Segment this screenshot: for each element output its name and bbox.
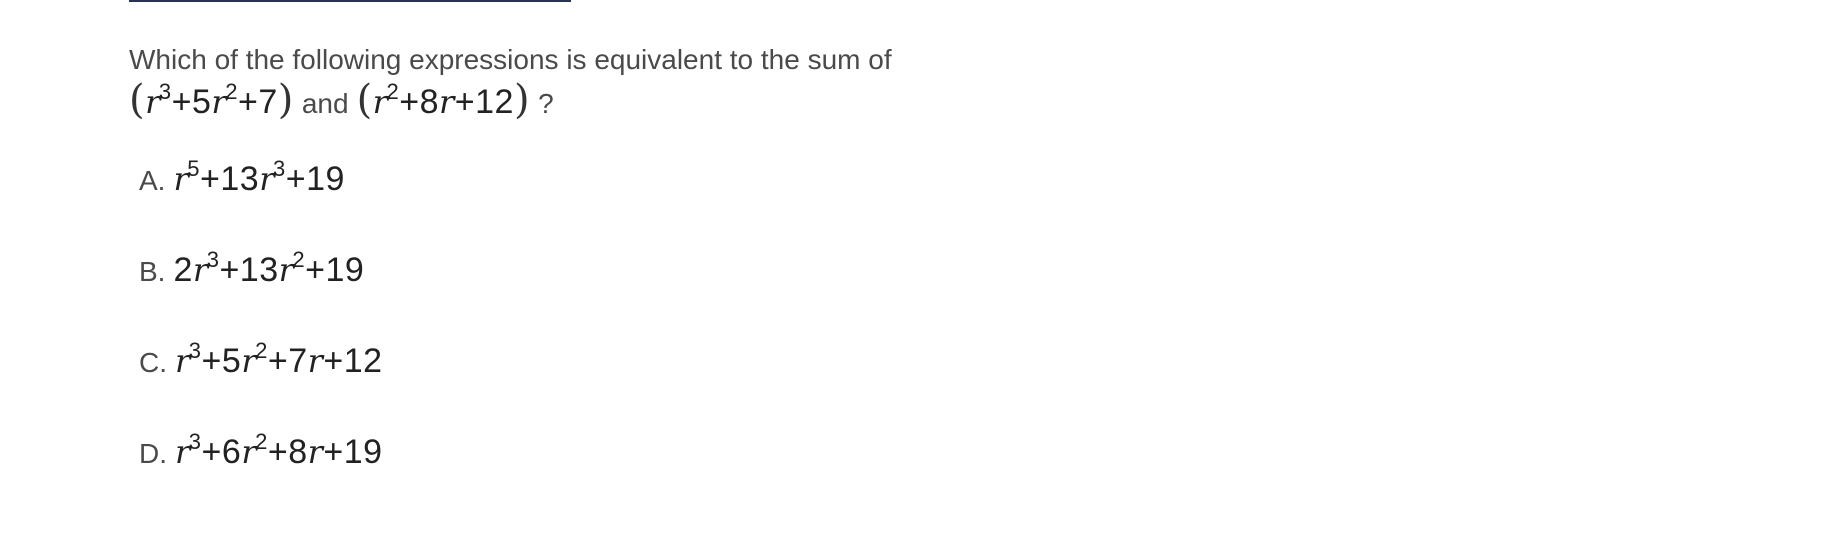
question-mark: ?: [538, 88, 554, 119]
expression-2: $(r^2+8r+12)$: [356, 77, 531, 123]
question-expressions: [129, 78, 1329, 128]
choice-a[interactable]: [139, 156, 383, 251]
choice-letter: B.: [139, 256, 166, 287]
question: [129, 42, 1329, 128]
choice-letter: C.: [139, 347, 167, 378]
question-text: Which of the following expressions is equivalent to the sum of: [129, 44, 892, 75]
choice-expression: $r^5+13r^3+19$: [173, 156, 345, 198]
choice-b[interactable]: [139, 247, 383, 342]
choice-letter: D.: [139, 438, 167, 469]
choice-d[interactable]: [139, 429, 383, 524]
choice-c[interactable]: [139, 338, 383, 433]
choice-expression: $r^3+5r^2+7r+12$: [175, 338, 383, 380]
choice-expression: $r^3+6r^2+8r+19$: [175, 429, 383, 471]
expression-1: $(r^3+5r^2+7)$: [129, 77, 294, 123]
top-divider: [129, 0, 571, 2]
answer-choices: [139, 156, 383, 524]
choice-letter: A.: [139, 165, 166, 196]
and-word: and: [301, 88, 349, 119]
choice-expression: $2r^3+13r^2+19$: [173, 247, 365, 289]
